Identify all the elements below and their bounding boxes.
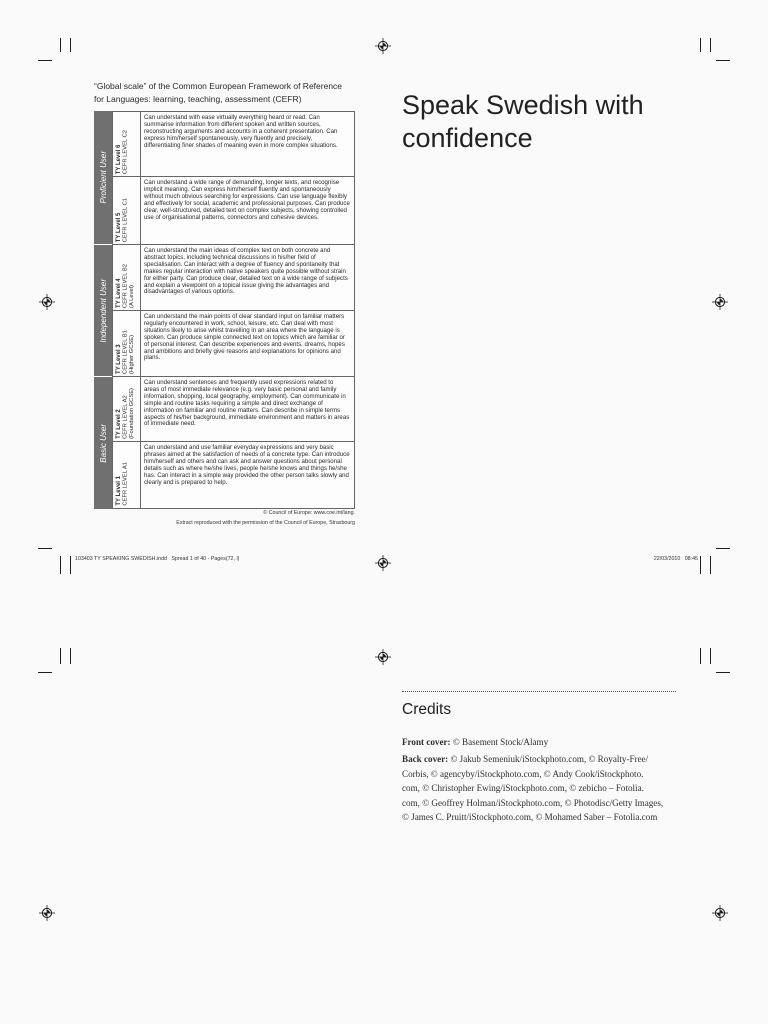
level-label <box>116 264 135 308</box>
credits-title: Credits <box>402 701 452 718</box>
crop-mark <box>38 60 52 61</box>
credit-line: com, © Christopher Ewing/iStockphoto.com, © zebicho – Fotolia. <box>402 783 644 793</box>
crop-mark <box>70 648 71 664</box>
level-cell <box>113 377 141 441</box>
table-row <box>113 311 354 377</box>
registration-mark-icon <box>39 294 55 310</box>
slug-line: 103403 TY SPEAKING SWEDISH.indd Spread 1 of 40 - Pages(72, l) <box>75 556 240 562</box>
crop-mark <box>700 648 701 664</box>
crop-mark <box>710 556 711 574</box>
crop-mark <box>716 672 730 673</box>
table-row <box>113 177 354 245</box>
ty-level: TY Level 1 <box>116 476 122 506</box>
crop-mark <box>38 672 52 673</box>
exam-equivalent: (Higher GCSE) <box>128 335 135 374</box>
level-description: Can understand and use familiar everyday expressions and very basic phrases aimed at the satisfaction of needs of a concrete type. Can introduce him/herself and others and can ask and answer questions about personal details such as where he/she lives, people he/she knows and things he/she has. Can interact in a simple way provided the other person talks slowly and clearly and is prepared to help. <box>144 444 350 486</box>
crop-mark <box>60 648 61 664</box>
ty-level: TY Level 5 <box>116 212 122 242</box>
level-cell <box>113 442 141 508</box>
ty-level: TY Level 6 <box>116 144 122 174</box>
exam-equivalent: (A Level) <box>128 285 135 308</box>
level-description: Can understand the main points of clear standard input on familiar matters regularly encountered in work, school, leisure, etc. Can deal with most situations likely to arise whilst travelling in an area where the language is spoken. Can produce simple connected text on topics which are familiar or of personal interest. Can describe experiences and events, dreams, hopes and ambitions and briefly give reasons and explanations for opinions and plans. <box>144 313 345 362</box>
table-row <box>113 245 354 311</box>
cefr-level: CEFR LEVEL B1 <box>122 330 129 374</box>
registration-mark-icon <box>375 38 391 54</box>
level-label <box>116 462 129 506</box>
table-row <box>113 377 354 442</box>
credit-text: © Basement Stock/Alamy <box>452 737 549 747</box>
user-group-band <box>94 111 112 509</box>
level-description: Can understand the main ideas of complex text on both concrete and abstract topics, including technical discussions in his/her field of specialisation. Can interact with a degree of fluency and spontaneity that makes regular interaction with native speakers quite possible without strain for either party. Can produce clear, detailed text on a wide range of subjects and explain a viewpoint on a topical issue giving the advantages and disadvantages of various options. <box>144 247 348 296</box>
crop-mark <box>70 556 71 574</box>
group-label: Independent User <box>98 278 108 343</box>
dotted-rule <box>402 691 676 692</box>
print-timestamp: 22/03/2010 08:45 <box>653 556 698 562</box>
registration-mark-icon <box>39 905 55 921</box>
cefr-level: CEFR LEVEL A2 <box>122 395 129 439</box>
table-row <box>113 442 354 508</box>
crop-mark <box>700 38 701 52</box>
crop-mark <box>716 548 730 549</box>
table-row <box>113 112 354 177</box>
ty-level: TY Level 3 <box>116 344 122 374</box>
level-cell <box>113 112 141 176</box>
cefr-level: CEFR LEVEL B2 <box>122 264 129 308</box>
group-proficient-user <box>94 111 112 245</box>
crop-mark <box>38 548 52 549</box>
credit-text: © Jakub Semeniuk/iStockphoto.com, © Royalty-Free/ <box>450 754 649 764</box>
registration-mark-icon <box>375 555 391 571</box>
group-independent-user <box>94 245 112 377</box>
crop-mark <box>710 38 711 52</box>
registration-mark-icon <box>712 905 728 921</box>
level-label <box>116 130 129 174</box>
crop-mark <box>716 60 730 61</box>
back-cover-credit <box>402 752 663 825</box>
level-cell <box>113 177 141 244</box>
table-caption <box>94 80 342 106</box>
caption-line: for Languages: learning, teaching, assessment (CEFR) <box>94 94 302 104</box>
level-description: Can understand sentences and frequently used expressions related to areas of most immediate relevance (e.g. very basic personal and family information, shopping, local geography, employment). Can communicate in simple and routine tasks requiring a simple and direct exchange of information on familiar and routine matters. Can describe in simple terms aspects of his/her background, immediate environment and matters in areas of immediate need. <box>144 379 350 428</box>
table-body <box>112 111 355 509</box>
level-label <box>116 388 135 439</box>
crop-mark <box>70 38 71 52</box>
permission-note: Extract reproduced with the permission of the Council of Europe, Strasbourg <box>176 520 355 526</box>
crop-mark <box>60 38 61 52</box>
level-description: Can understand a wide range of demanding, longer texts, and recognise implicit meaning. Can express him/herself fluently and spontaneously without much obvious searching for expressions. Can use language flexibly and effectively for social, academic and professional purposes. Can produce clear, well-structured, detailed text on complex subjects, showing controlled use of organisational patterns, connectors and cohesive devices. <box>144 179 350 221</box>
registration-mark-icon <box>375 649 391 665</box>
crop-mark <box>700 556 701 574</box>
page-title: Speak Swedish with confidence <box>402 90 644 153</box>
level-cell <box>113 245 141 310</box>
credit-line: com, © Geoffrey Holman/iStockphoto.com, © Photodisc/Getty Images, <box>402 797 664 808</box>
front-cover-credit <box>402 735 548 750</box>
ty-level: TY Level 2 <box>116 409 122 439</box>
caption-line: “Global scale” of the Common European Framework of Reference <box>94 81 343 91</box>
copyright-note: © Council of Europe: www.coe.int/lang. <box>263 510 355 516</box>
credit-line: © James C. Pruitt/iStockphoto.com, © Mohamed Saber – Fotolia.com <box>402 812 658 822</box>
cefr-level: CEFR LEVEL C1 <box>122 197 129 242</box>
credit-label: Back cover: <box>402 754 449 764</box>
level-cell <box>113 311 141 376</box>
ty-level: TY Level 4 <box>116 278 122 308</box>
exam-equivalent: (Foundation GCSE) <box>128 388 135 439</box>
group-basic-user <box>94 377 112 509</box>
group-label: Basic User <box>98 423 108 463</box>
level-label <box>116 330 135 374</box>
cefr-table <box>94 111 355 509</box>
registration-mark-icon <box>712 294 728 310</box>
cefr-level: CEFR LEVEL C2 <box>122 129 129 174</box>
crop-mark <box>710 648 711 664</box>
crop-mark <box>60 556 61 574</box>
group-label: Proficient User <box>98 151 108 204</box>
credit-line: Corbis, © agencyby/iStockphoto.com, © Andy Cook/iStockphoto. <box>402 768 644 779</box>
cefr-level: CEFR LEVEL A1 <box>122 462 129 506</box>
credit-line <box>402 752 663 767</box>
level-label <box>116 198 129 242</box>
credit-label: Front cover: <box>402 737 451 747</box>
level-description: Can understand with ease virtually everything heard or read. Can summarise information from different spoken and written sources, reconstructing arguments and accounts in a coherent presentation. Can express him/herself spontaneously, very fluently and precisely, differentiating finer shades of meaning even in more complex situations. <box>144 114 338 149</box>
